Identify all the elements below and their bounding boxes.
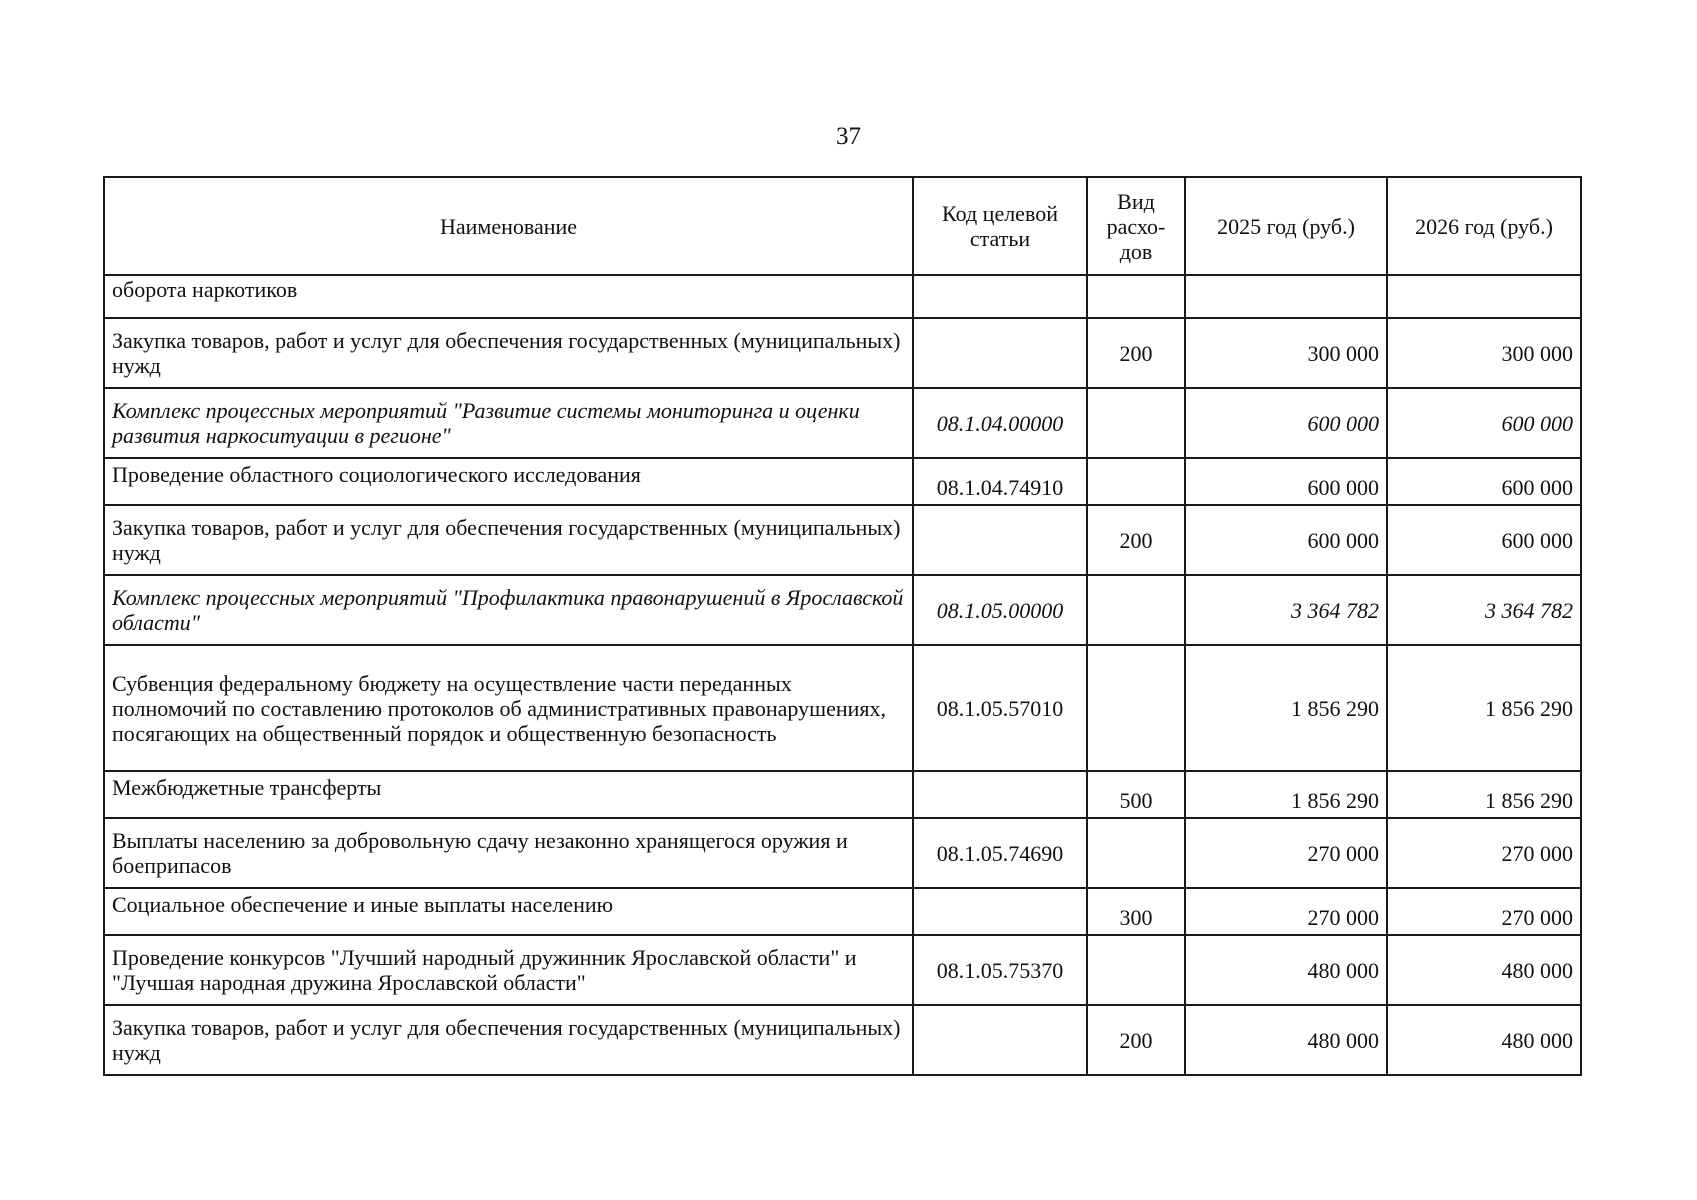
table-row (104, 1005, 1581, 1075)
row-2025: 600 000 (1185, 458, 1387, 505)
table-row (104, 818, 1581, 888)
table-row (104, 505, 1581, 575)
row-2026: 600 000 (1387, 505, 1581, 575)
row-2026: 600 000 (1387, 458, 1581, 505)
row-2025: 270 000 (1185, 888, 1387, 935)
row-2026 (1387, 275, 1581, 318)
row-name: Комплекс процессных мероприятий "Развитие системы мониторинга и оценки развития наркоситуации в регионе" (104, 388, 913, 458)
row-2026: 270 000 (1387, 888, 1581, 935)
table-row (104, 388, 1581, 458)
header-2025: 2025 год (руб.) (1185, 177, 1387, 275)
row-code (913, 771, 1087, 818)
row-2025: 600 000 (1185, 388, 1387, 458)
row-name: Проведение конкурсов "Лучший народный дружинник Ярославской области" и "Лучшая народная дружина Ярославской области" (104, 935, 913, 1005)
row-code: 08.1.05.00000 (913, 575, 1087, 645)
row-2025: 3 364 782 (1185, 575, 1387, 645)
row-2026: 480 000 (1387, 1005, 1581, 1075)
row-kind (1087, 818, 1185, 888)
row-name: Закупка товаров, работ и услуг для обеспечения государственных (муниципальных) нужд (104, 1005, 913, 1075)
row-2025: 300 000 (1185, 318, 1387, 388)
row-2025: 1 856 290 (1185, 645, 1387, 771)
row-kind (1087, 275, 1185, 318)
row-2025: 600 000 (1185, 505, 1387, 575)
row-2026: 300 000 (1387, 318, 1581, 388)
row-name: Межбюджетные трансферты (104, 771, 913, 818)
table-row (104, 458, 1581, 505)
row-name: Комплекс процессных мероприятий "Профилактика правонарушений в Ярославской области" (104, 575, 913, 645)
row-code: 08.1.05.75370 (913, 935, 1087, 1005)
row-kind: 500 (1087, 771, 1185, 818)
row-code: 08.1.05.57010 (913, 645, 1087, 771)
row-2026: 270 000 (1387, 818, 1581, 888)
row-2026: 1 856 290 (1387, 771, 1581, 818)
row-kind (1087, 645, 1185, 771)
table-row (104, 575, 1581, 645)
row-name: Закупка товаров, работ и услуг для обеспечения государственных (муниципальных) нужд (104, 318, 913, 388)
page-number: 37 (836, 123, 861, 150)
table-row (104, 935, 1581, 1005)
row-name: Выплаты населению за добровольную сдачу незаконно хранящегося оружия и боеприпасов (104, 818, 913, 888)
row-kind (1087, 458, 1185, 505)
row-2025: 480 000 (1185, 1005, 1387, 1075)
row-name: Проведение областного социологического исследования (104, 458, 913, 505)
row-2025 (1185, 275, 1387, 318)
row-2025: 1 856 290 (1185, 771, 1387, 818)
row-2026: 480 000 (1387, 935, 1581, 1005)
row-code: 08.1.04.74910 (913, 458, 1087, 505)
header-kind: Вид расхо-дов (1087, 177, 1185, 275)
row-2025: 270 000 (1185, 818, 1387, 888)
row-2026: 1 856 290 (1387, 645, 1581, 771)
row-kind: 200 (1087, 318, 1185, 388)
row-code: 08.1.04.00000 (913, 388, 1087, 458)
row-code (913, 1005, 1087, 1075)
table-row (104, 275, 1581, 318)
row-kind (1087, 575, 1185, 645)
header-2026: 2026 год (руб.) (1387, 177, 1581, 275)
row-kind: 300 (1087, 888, 1185, 935)
table-header-row (104, 177, 1581, 275)
table-row (104, 771, 1581, 818)
row-kind (1087, 388, 1185, 458)
row-kind: 200 (1087, 505, 1185, 575)
row-name: Социальное обеспечение и иные выплаты населению (104, 888, 913, 935)
header-code: Код целевой статьи (913, 177, 1087, 275)
row-name: Закупка товаров, работ и услуг для обеспечения государственных (муниципальных) нужд (104, 505, 913, 575)
row-code (913, 275, 1087, 318)
row-name: Субвенция федеральному бюджету на осуществление части переданных полномочий по составлению протоколов об административных правонарушениях, посягающих на общественный порядок и общественную безопасность (104, 645, 913, 771)
table-row (104, 645, 1581, 771)
row-code (913, 888, 1087, 935)
row-2025: 480 000 (1185, 935, 1387, 1005)
row-kind: 200 (1087, 1005, 1185, 1075)
header-name: Наименование (104, 177, 913, 275)
budget-table (103, 176, 1582, 1076)
row-code: 08.1.05.74690 (913, 818, 1087, 888)
row-2026: 3 364 782 (1387, 575, 1581, 645)
table-row (104, 888, 1581, 935)
row-code (913, 318, 1087, 388)
row-2026: 600 000 (1387, 388, 1581, 458)
row-name: оборота наркотиков (104, 275, 913, 318)
row-kind (1087, 935, 1185, 1005)
table-row (104, 318, 1581, 388)
row-code (913, 505, 1087, 575)
